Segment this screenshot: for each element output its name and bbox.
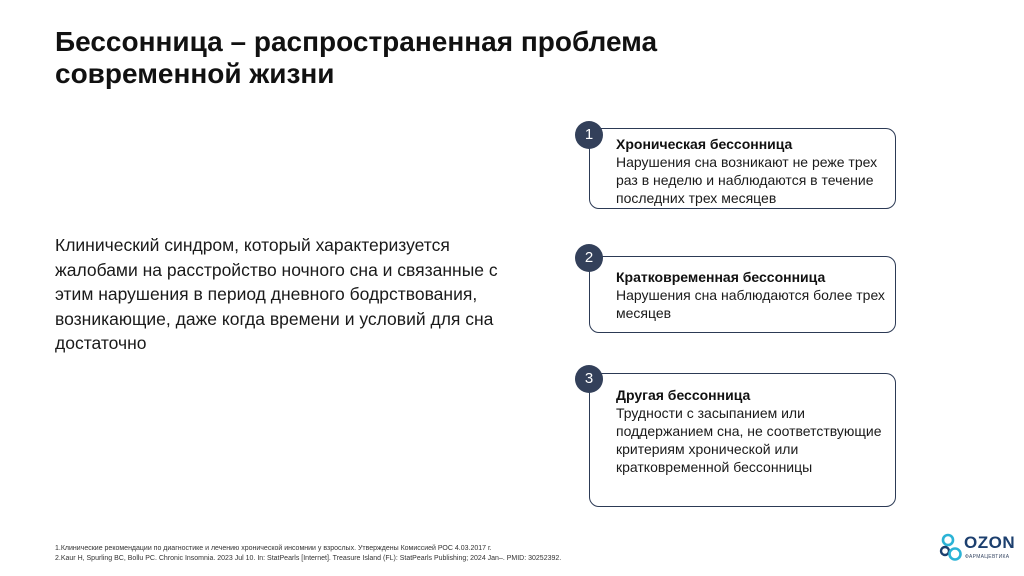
card-short-term-insomnia (589, 256, 896, 333)
slide-title-line-1: Бессонница – распространенная проблема (55, 26, 658, 57)
reference-2: 2.Kaur H, Spurling BC, Bollu PC. Chronic Insomnia. 2023 Jul 10. In: StatPearls [Internet]. Treasure Island (FL): StatPearls Publishing; 2024 Jan–. PMID: 30252392. (55, 555, 562, 562)
card-title: Хроническая бессонница (616, 136, 793, 152)
ozon-logo (938, 532, 1016, 568)
card-other-insomnia (589, 373, 896, 507)
slide-title-line-2: современной жизни (55, 58, 335, 89)
card-text: Нарушения сна возникают не реже трех раз в неделю и наблюдаются в течение последних трех месяцев (616, 154, 878, 206)
card-text: Трудности с засыпанием или поддержанием сна, не соответствующие критериям хронической или кратковременной бессонницы (616, 405, 882, 475)
reference-1: 1.Клинические рекомендации по диагностике и лечению хронической инсомнии у взрослых. Утверждены Комиссией РОС 4.03.2017 г. (55, 545, 492, 552)
card-number-badge-2: 2 (575, 244, 603, 272)
card-text: Нарушения сна наблюдаются более трех месяцев (616, 287, 885, 321)
card-number-badge-1: 1 (575, 121, 603, 149)
insomnia-definition: Клинический синдром, который характеризуется жалобами на расстройство ночного сна и связанные с этим нарушения в период дневного бодрствования, возникающие, даже когда времени и условий для сна достаточно (55, 235, 498, 353)
card-title: Кратковременная бессонница (616, 269, 826, 285)
card-number-badge-3: 3 (575, 365, 603, 393)
ozon-logo-wordmark: OZON (964, 533, 1016, 552)
references (55, 544, 855, 564)
ozon-logo-subtitle: ФАРМАЦЕВТИКА (965, 554, 1010, 560)
card-chronic-insomnia (589, 128, 896, 209)
card-title: Другая бессонница (616, 387, 751, 403)
slide-title (55, 26, 755, 90)
